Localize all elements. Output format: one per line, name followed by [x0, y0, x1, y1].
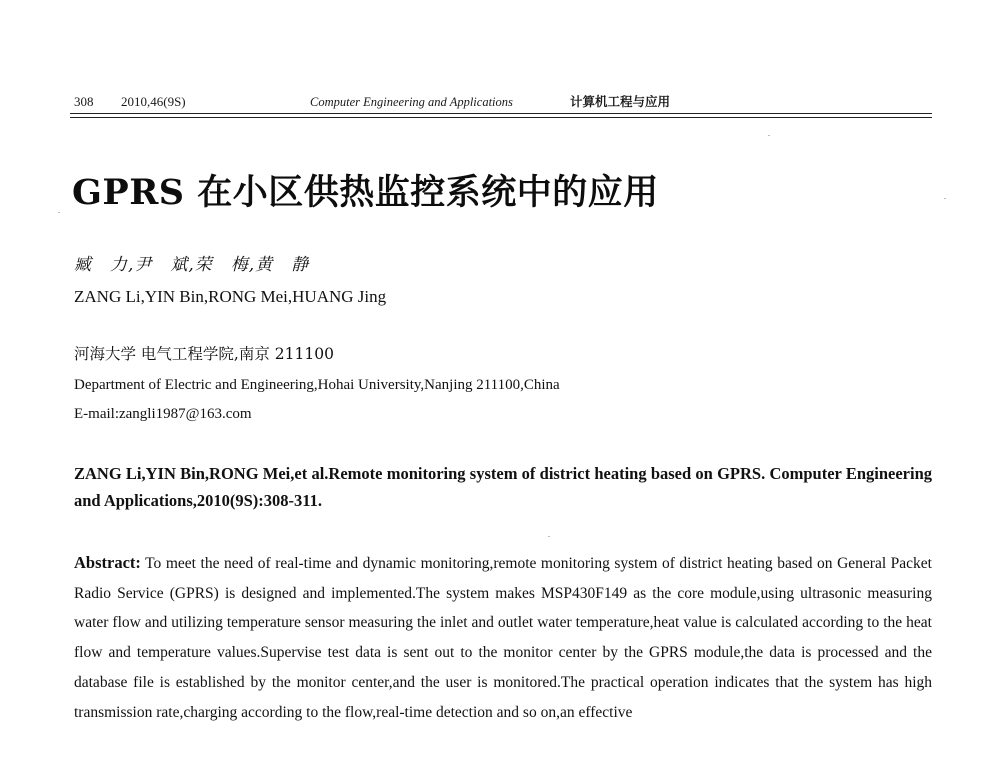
journal-name-en: Computer Engineering and Applications	[310, 95, 513, 109]
abstract-text: To meet the need of real-time and dynamic monitoring,remote monitoring system of district heating based on General Packet Radio Service (GPRS) is designed and implemented.The system makes MSP430F149 as the core module,using ultrasonic measuring water flow and utilizing temperature sensor measuring the inlet and outlet water temperature,heat value is calculated according to the heat flow and temperature values.Supervise test data is sent out to the monitor center by the GPRS module,the data is processed and the database file is established by the monitor center,and the user is monitored.The practical operation indicates that the system has high transmission rate,charging according to the flow,real-time detection and so on,an effective	[74, 555, 932, 721]
header-rule-bottom	[70, 117, 932, 118]
scan-speck	[58, 212, 60, 213]
affiliation-en: Department of Electric and Engineering,Hohai University,Nanjing 211100,China	[74, 377, 560, 393]
header-rule-top	[70, 113, 932, 114]
affiliation-cn: 河海大学 电气工程学院,南京 211100	[74, 345, 334, 363]
scan-speck	[548, 536, 550, 537]
authors-cn: 臧 力,尹 斌,荣 梅,黄 静	[74, 255, 310, 275]
author-email: E-mail:zangli1987@163.com	[74, 406, 252, 422]
running-header	[74, 92, 934, 112]
authors-en: ZANG Li,YIN Bin,RONG Mei,HUANG Jing	[74, 287, 387, 306]
citation: ZANG Li,YIN Bin,RONG Mei,et al.Remote monitoring system of district heating based on GPRS. Computer Engineering and Applications,2010(9S):308-311.	[74, 464, 932, 510]
scan-speck	[944, 198, 946, 199]
journal-name-cn: 计算机工程与应用	[570, 94, 671, 109]
abstract-label: Abstract:	[74, 553, 141, 572]
abstract	[74, 548, 932, 727]
page-number: 308	[74, 94, 94, 109]
volume-issue: 2010,46(9S)	[121, 94, 186, 109]
scan-speck	[768, 135, 770, 136]
paper-title: GPRS 在小区供热监控系统中的应用	[72, 172, 659, 213]
